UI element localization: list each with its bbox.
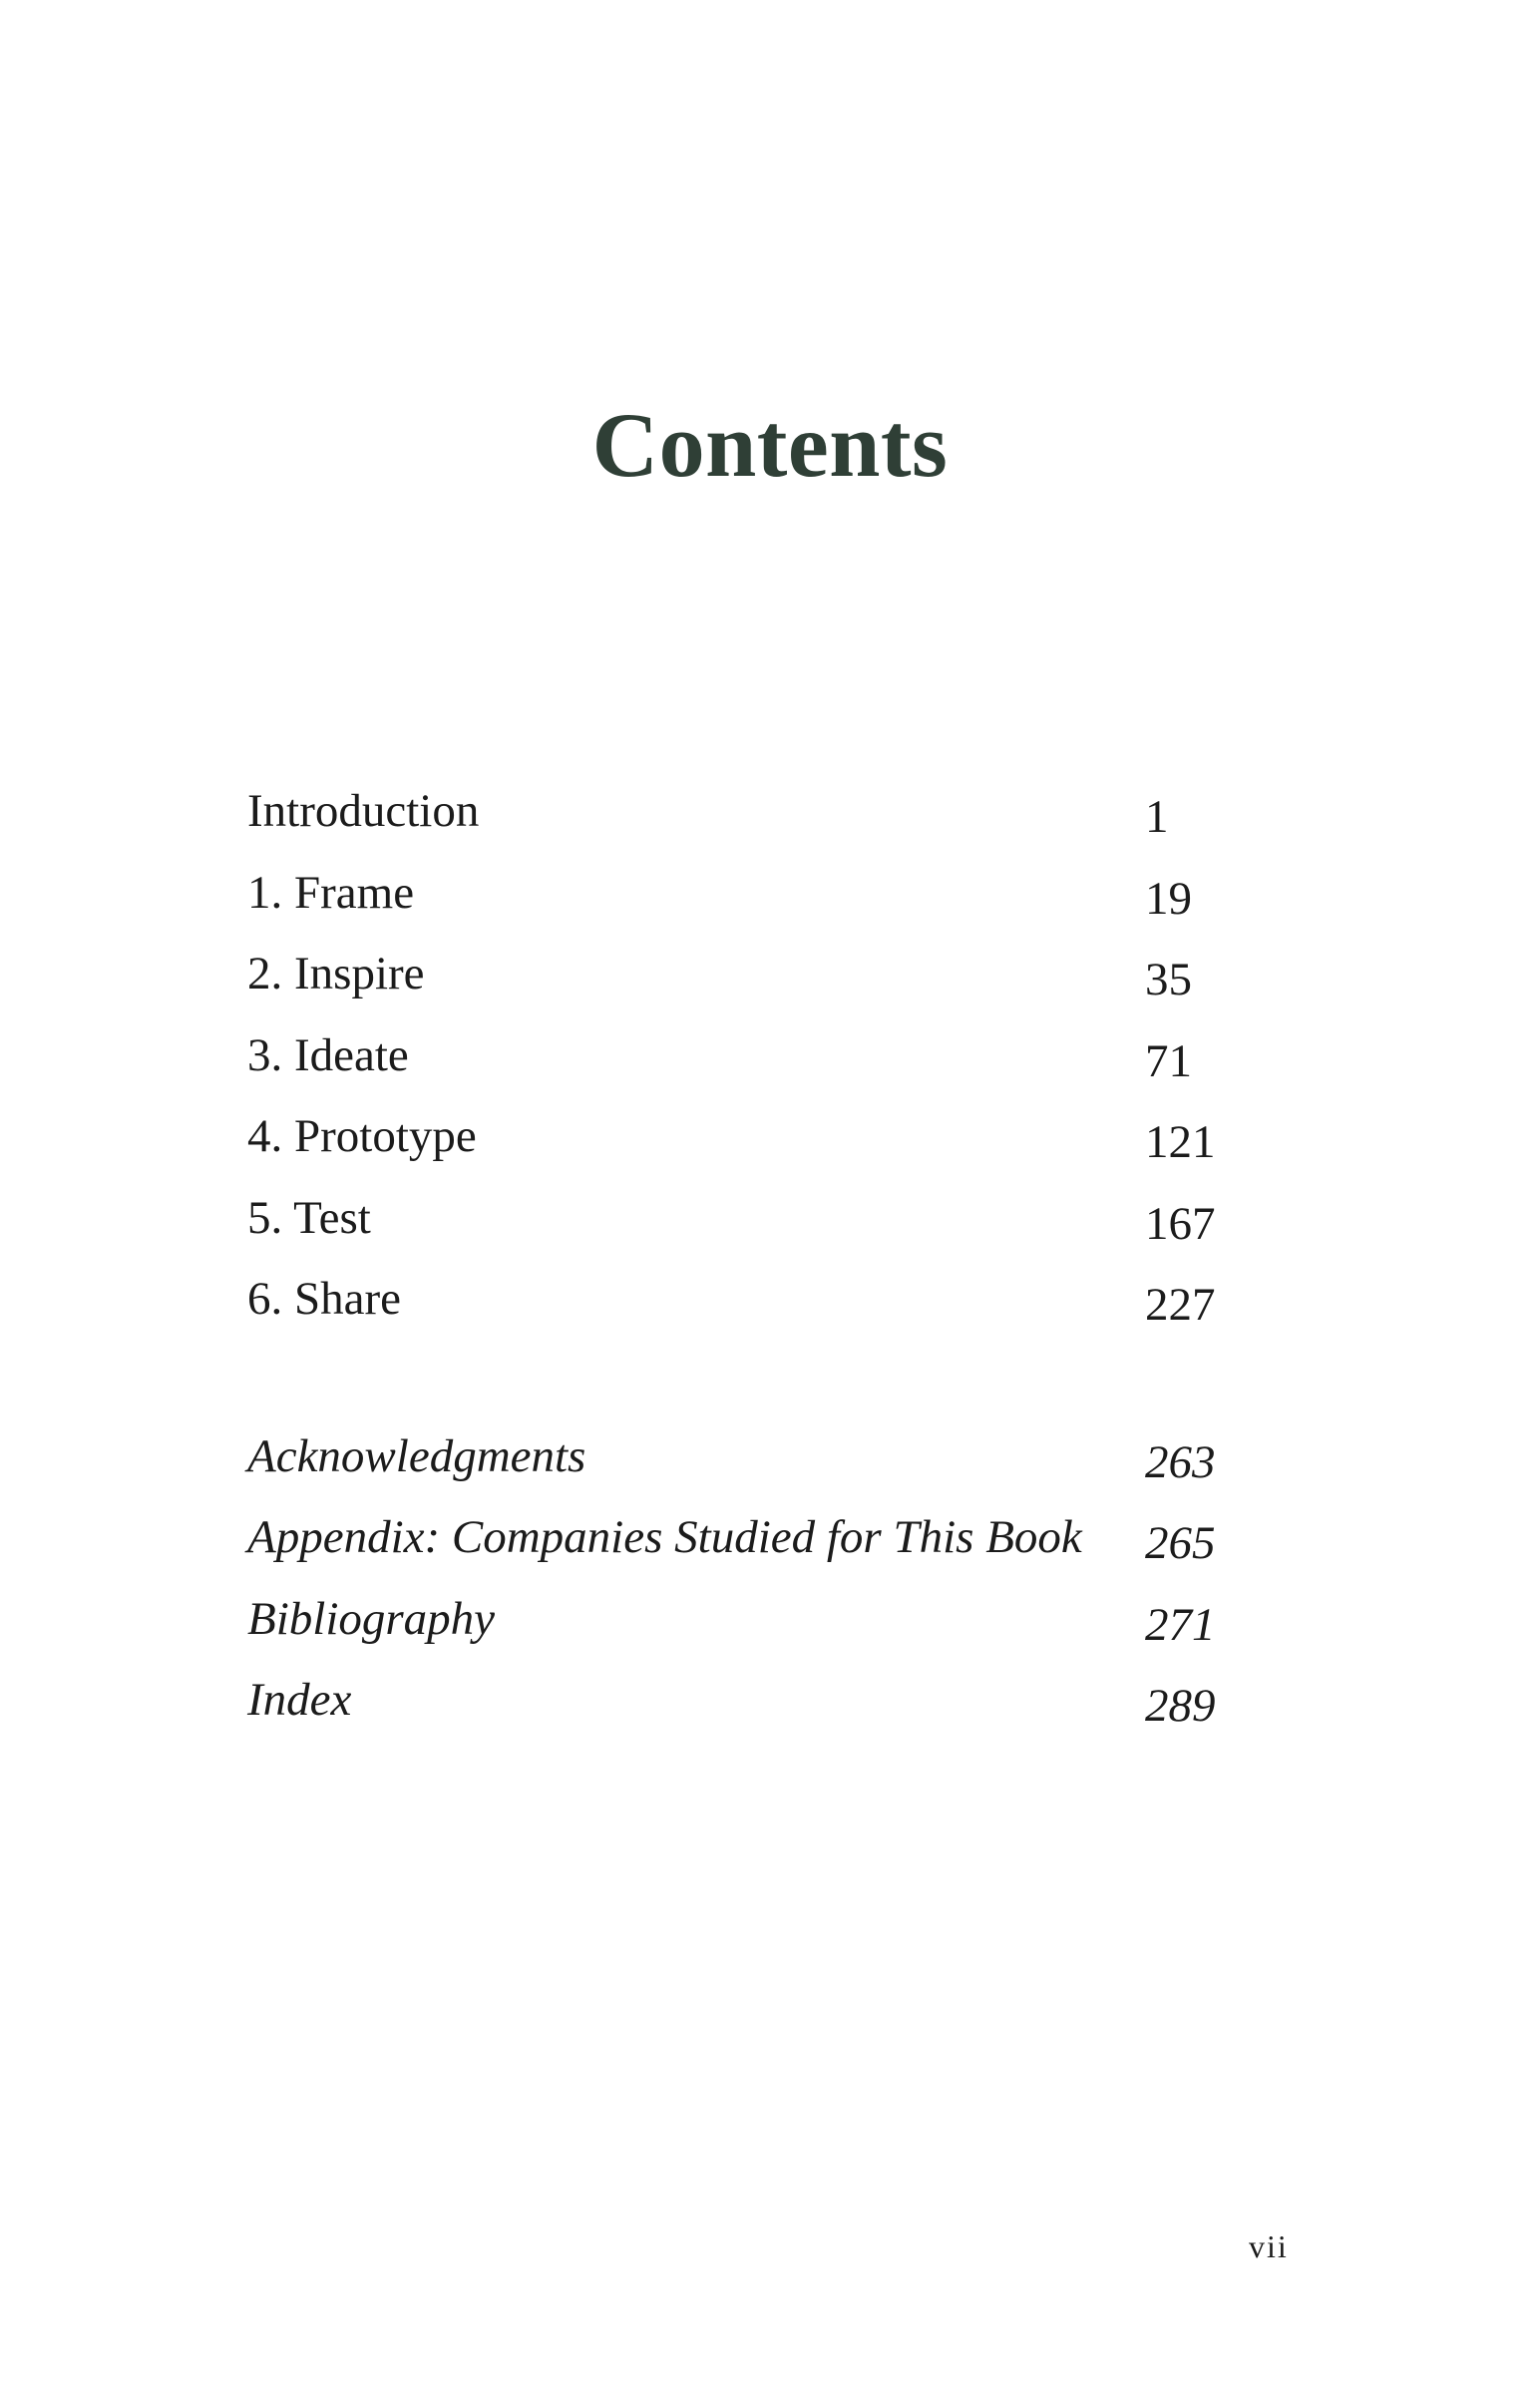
toc-item-page-number: 71: [1145, 1034, 1192, 1087]
toc-item-label: 2. Inspire: [247, 948, 425, 999]
toc-item-ideate: [247, 1028, 1245, 1114]
toc-item-page-number: 19: [1145, 872, 1192, 925]
toc-item-label: Index: [247, 1674, 352, 1726]
toc-item-frame: [247, 866, 1245, 952]
table-of-contents: [247, 785, 1245, 1759]
toc-item-bibliography: [247, 1592, 1245, 1678]
toc-item-page-number: 167: [1145, 1197, 1216, 1250]
toc-section-gap: [247, 1358, 1245, 1433]
toc-item-label: 5. Test: [247, 1191, 371, 1244]
toc-item-page-number: 263: [1145, 1435, 1216, 1488]
toc-item-page-number: 121: [1145, 1116, 1216, 1168]
toc-item-page-number: 271: [1145, 1598, 1216, 1651]
page-title: Contents: [591, 394, 949, 496]
toc-item-index: [247, 1674, 1245, 1759]
toc-item-label: 1. Frame: [247, 866, 415, 919]
toc-item-acknowledgments: [247, 1429, 1245, 1515]
toc-item-introduction: [247, 785, 1245, 870]
toc-item-test: [247, 1191, 1245, 1277]
toc-item-label: 6. Share: [247, 1273, 402, 1325]
toc-item-page-number: 1: [1145, 791, 1169, 843]
toc-item-label: Acknowledgments: [247, 1429, 586, 1482]
toc-item-inspire: [247, 948, 1245, 1032]
toc-item-page-number: 265: [1145, 1517, 1216, 1569]
toc-item-label: 4. Prototype: [247, 1110, 477, 1162]
toc-item-page-number: 35: [1145, 954, 1192, 1005]
toc-item-prototype: [247, 1110, 1245, 1195]
toc-item-label: Bibliography: [247, 1592, 496, 1645]
toc-item-page-number: 289: [1145, 1680, 1216, 1732]
page-number: vii: [1249, 2228, 1289, 2264]
toc-item-label: Appendix: Companies Studied for This Book: [247, 1511, 1082, 1563]
toc-item-appendix: [247, 1511, 1245, 1596]
toc-item-label: Introduction: [247, 785, 480, 837]
toc-item-share: [247, 1273, 1245, 1358]
toc-item-label: 3. Ideate: [247, 1028, 409, 1081]
toc-item-page-number: 227: [1145, 1279, 1216, 1331]
